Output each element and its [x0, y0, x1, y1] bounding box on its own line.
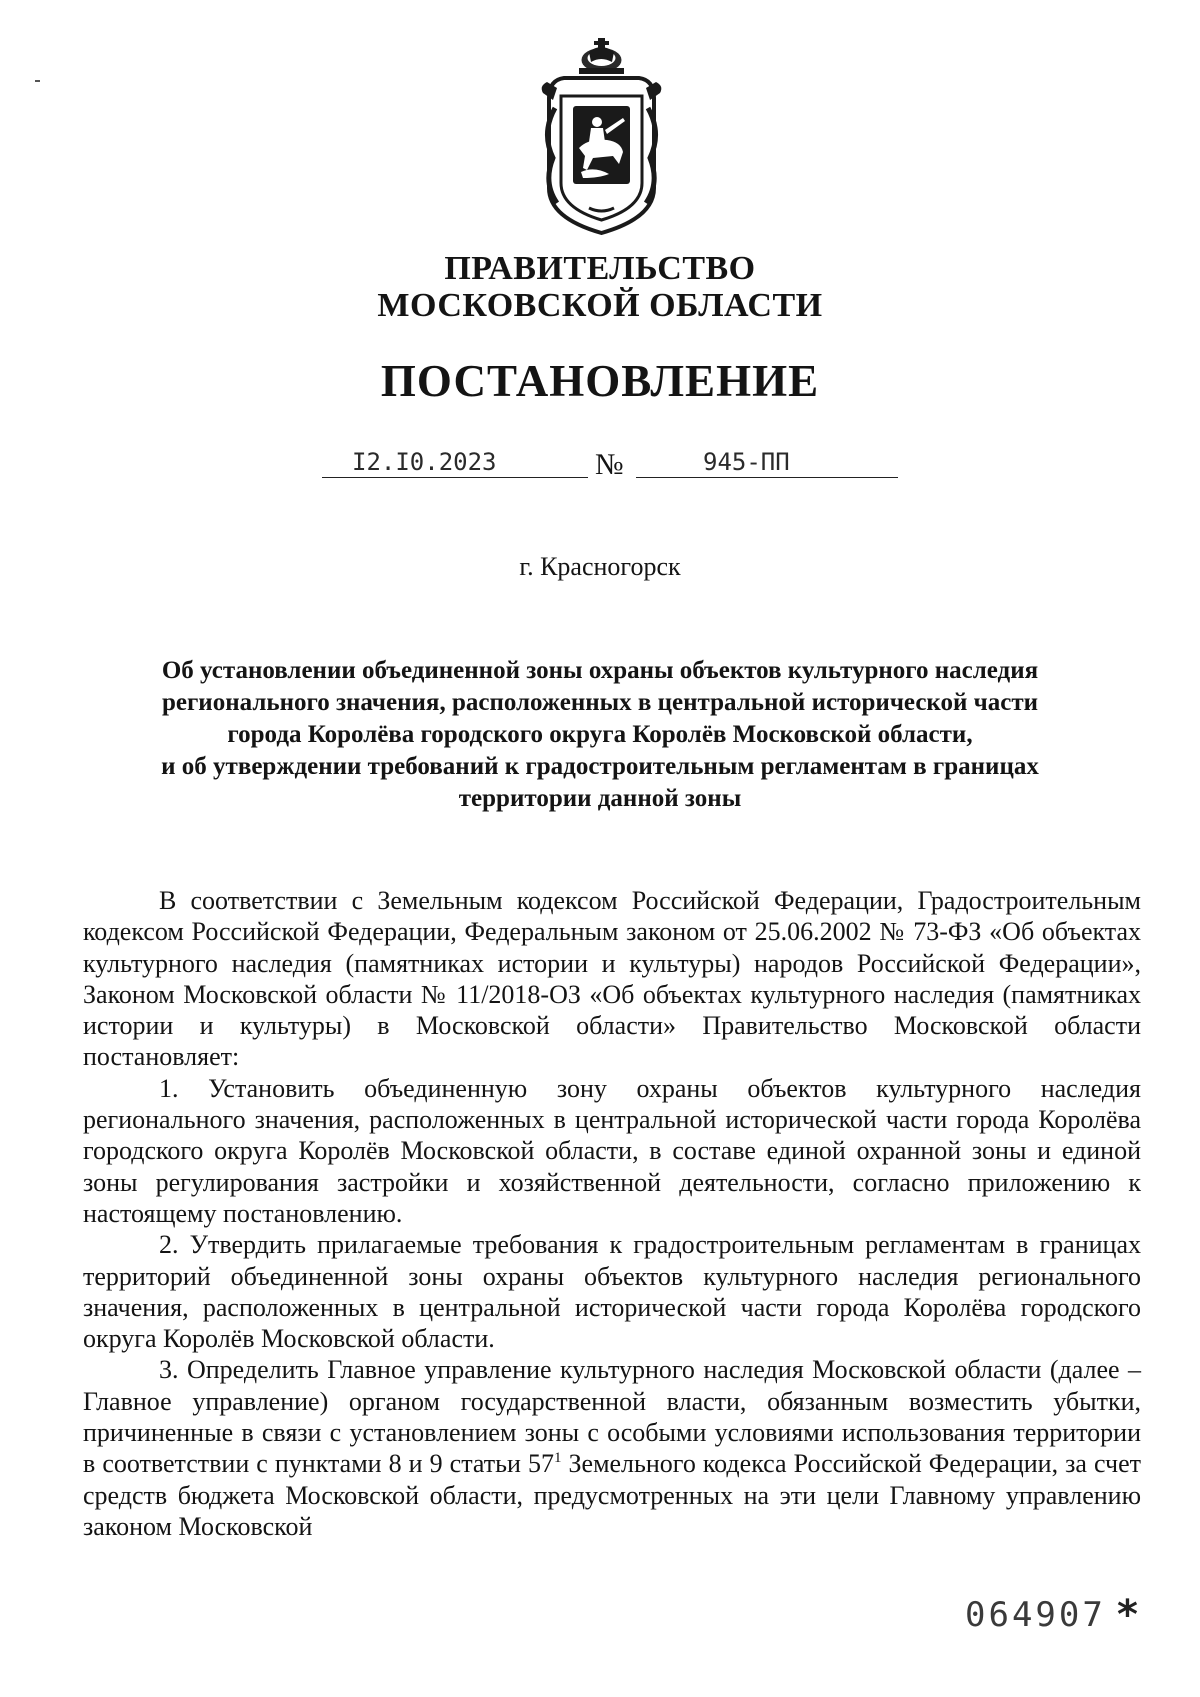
item-3-text-part2: Земельного кодекса Российской Федерации, за счет средств бюджета Московской области, предусмотренных на эти цели Главному управлению законом Московской — [83, 1449, 1141, 1541]
number-underline — [636, 477, 898, 478]
title-line: территории данной зоны — [458, 785, 742, 812]
item-3-paragraph — [83, 1354, 1141, 1542]
document-date: I2.I0.2023 — [352, 448, 497, 476]
preamble-paragraph: В соответствии с Земельным кодексом Российской Федерации, Градостроительным кодексом Российской Федерации, Федеральным законом от 25.06.2002 № 73-ФЗ «Об объектах культурного наследия (памятниках истории и культуры) народов Российской Федерации», Законом Московской области № 11/2018-ОЗ «Об объектах культурного наследия (памятниках истории и культуры) в Московской области» Правительство Московской области постановляет: — [83, 886, 1141, 1072]
serial-number: 064907 — [965, 1595, 1106, 1635]
scan-artifact — [35, 80, 40, 82]
document-number: 945-ПП — [703, 448, 790, 476]
number-sign: № — [595, 448, 624, 481]
title-line: регионального значения, расположенных в центральной исторической части — [161, 689, 1039, 716]
item-1-paragraph: 1. Установить объединенную зону охраны объектов культурного наследия регионального значения, расположенных в центральной исторической части города Королёва городского округа Королёв Московской области, в составе единой охранной зоны и единой зоны регулирования застройки и хозяйственной деятельности, согласно приложению к настоящему постановлению. — [83, 1073, 1141, 1228]
document-body — [83, 885, 1141, 1542]
title-line: города Королёва городского округа Королёв Московской области, — [227, 721, 973, 748]
document-type-heading: ПОСТАНОВЛЕНИЕ — [380, 356, 820, 406]
serial-mark: * — [1117, 1592, 1138, 1638]
item-3-superscript: 1 — [553, 1450, 562, 1467]
title-line: и об утверждении требований к градостроительным регламентам в границах — [161, 753, 1039, 780]
title-line: Об установлении объединенной зоны охраны объектов культурного наследия — [161, 657, 1039, 684]
city-name: г. Красногорск — [519, 552, 681, 581]
government-name-line1: ПРАВИТЕЛЬСТВО — [444, 250, 756, 287]
document-title — [80, 655, 1120, 815]
coat-of-arms-icon — [539, 38, 664, 235]
government-name-line2: МОСКОВСКОЙ ОБЛАСТИ — [377, 287, 823, 324]
date-underline — [322, 477, 588, 478]
item-2-paragraph: 2. Утвердить прилагаемые требования к градостроительным регламентам в границах территорий объединенной зоны охраны объектов культурного наследия регионального значения, расположенных в центральной исторической части города Королёва городского округа Королёв Московской области. — [83, 1230, 1141, 1354]
item-3-text-part1: 3. Определить Главное управление культурного наследия Московской области (далее – Главное управление) органом государственной власти, обязанным возместить убытки, причиненные в связи с установлением зоны с особыми условиями использования территории в соответствии с пунктами 8 и 9 статьи 57 — [83, 1355, 1141, 1479]
